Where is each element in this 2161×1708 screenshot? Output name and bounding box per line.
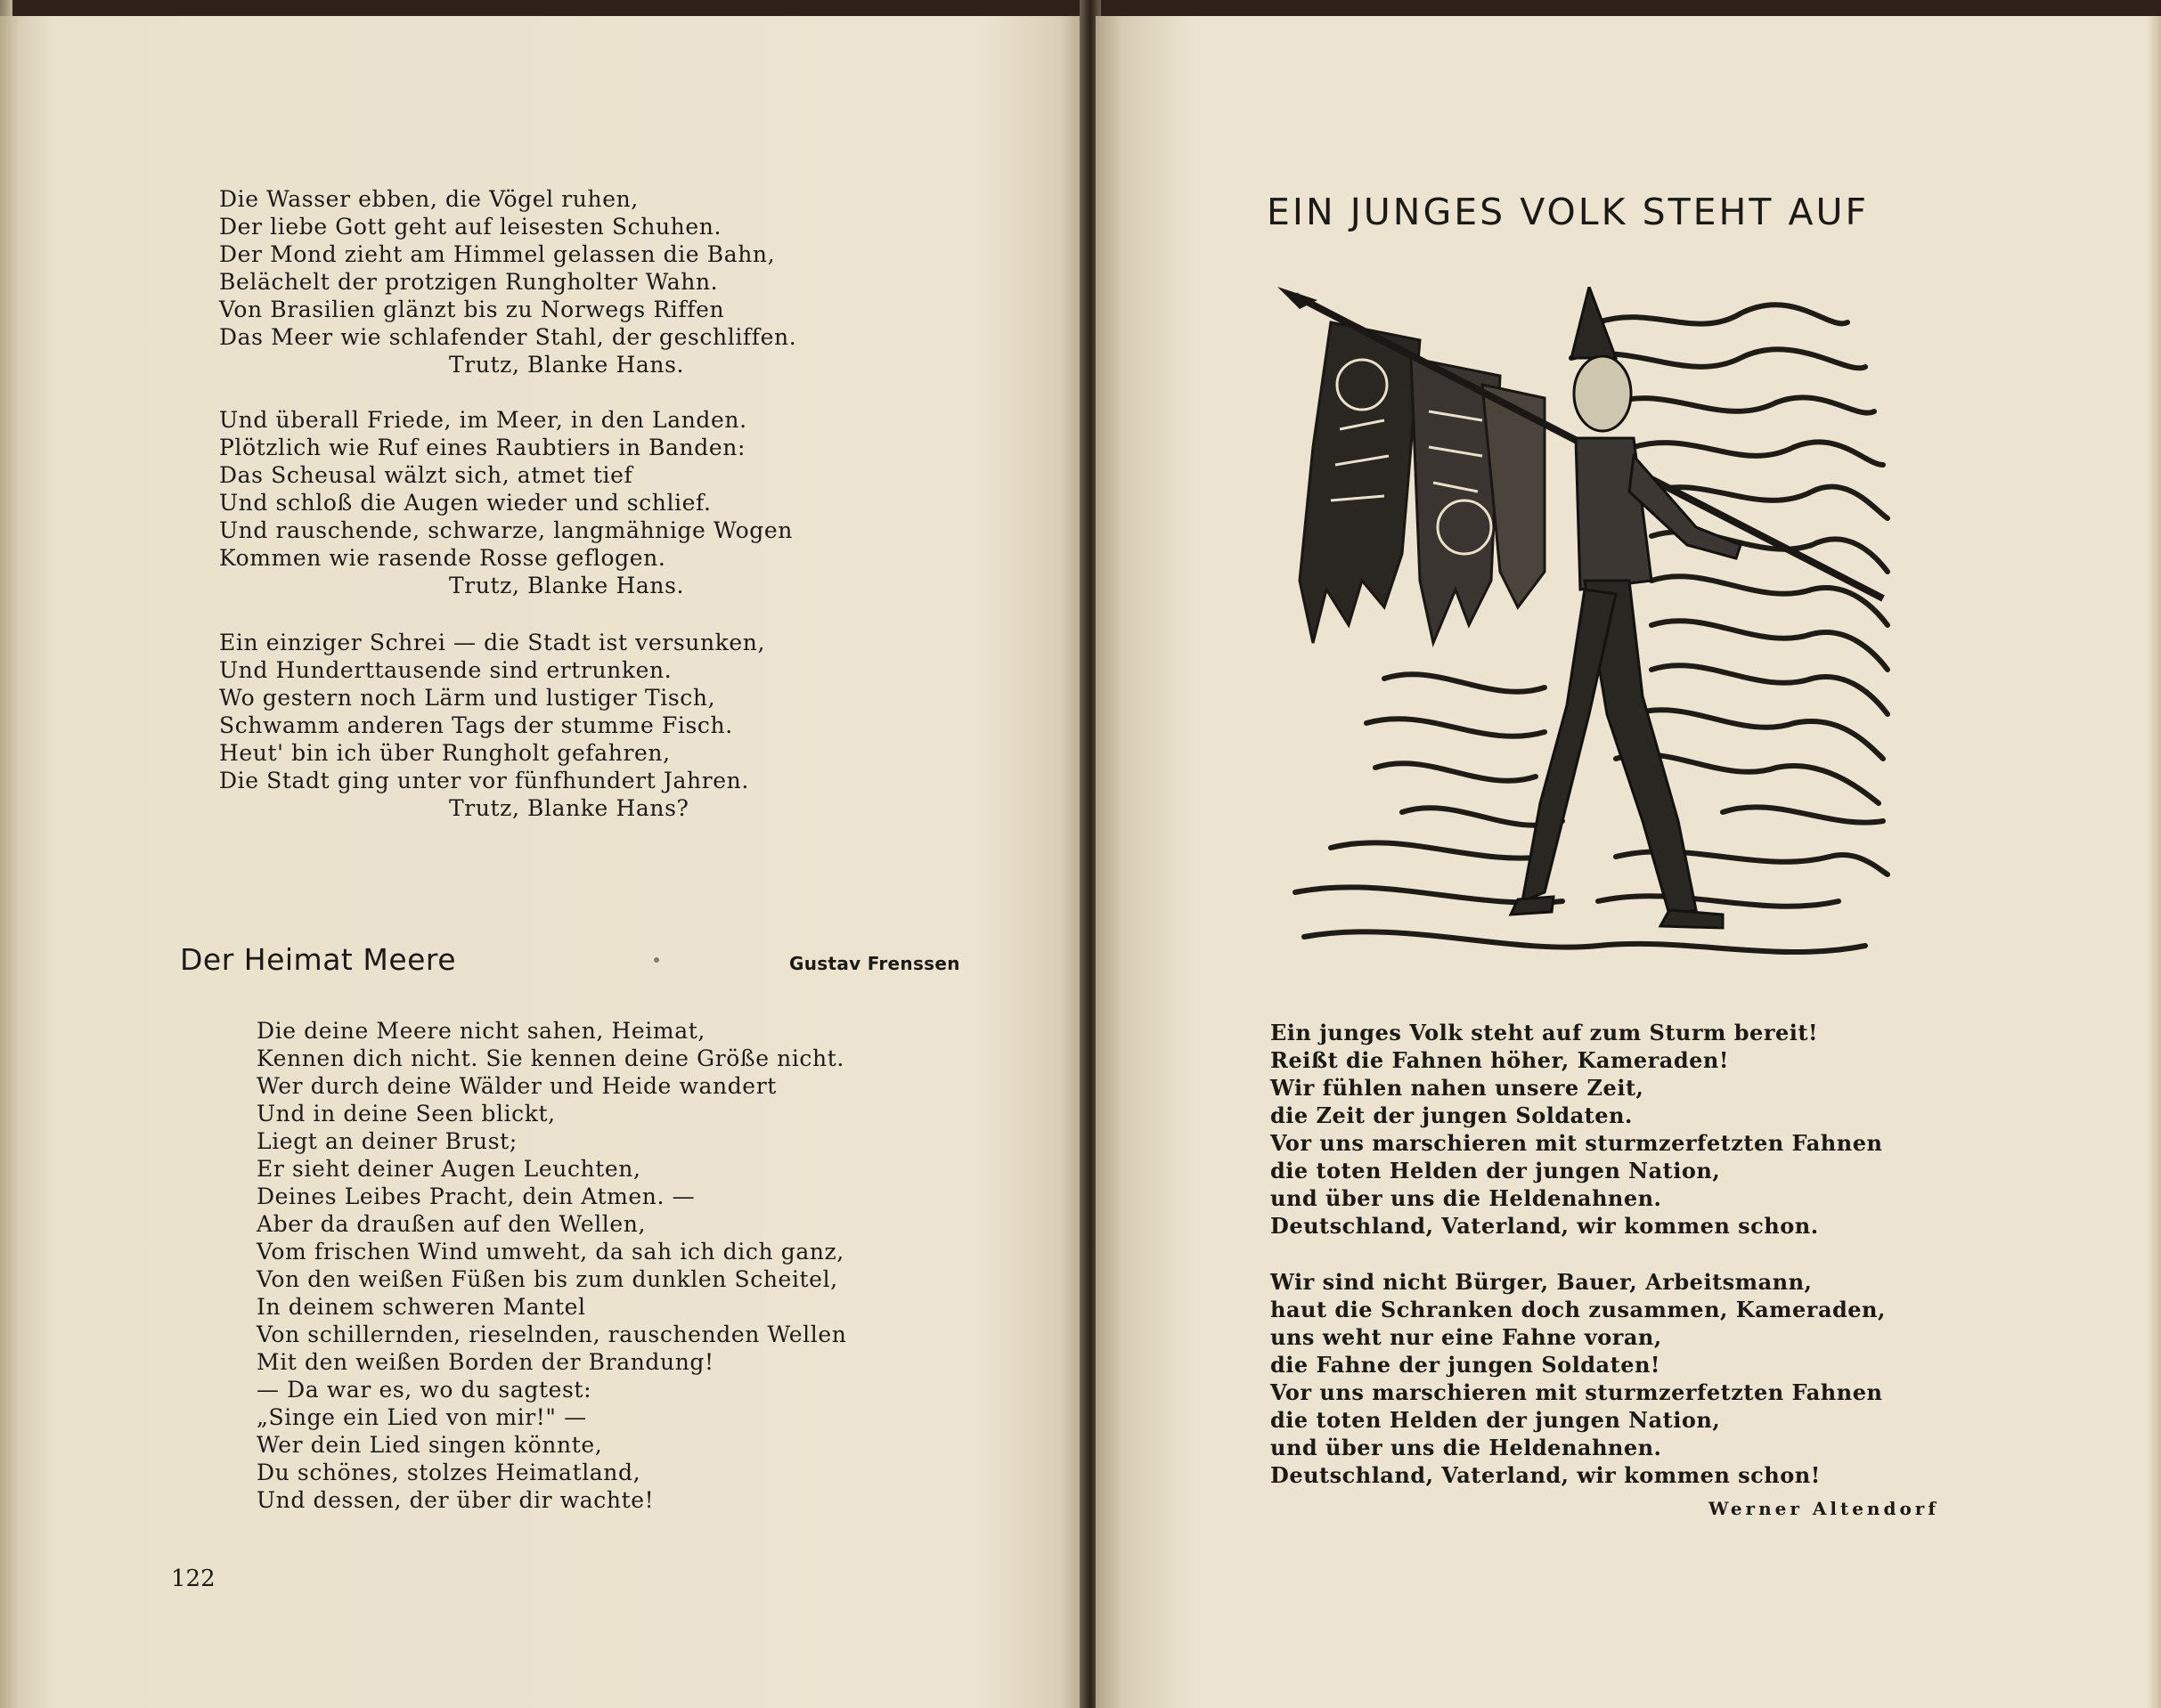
verse-line: Und Hunderttausende sind ertrunken.	[219, 657, 673, 683]
verse-line: Schwamm anderen Tags der stumme Fisch.	[219, 712, 733, 738]
verse-line: Das Scheusal wälzt sich, atmet tief	[219, 462, 633, 488]
verse-line: Und schloß die Augen wieder und schlief.	[219, 490, 712, 516]
verse-line: — Da war es, wo du sagtest:	[257, 1377, 592, 1403]
stanza-1	[219, 185, 796, 378]
stanza-3	[219, 629, 765, 822]
verse-line: Plötzlich wie Ruf eines Raubtiers in Banden:	[219, 435, 746, 460]
verse-line: Die Wasser ebben, die Vögel ruhen,	[219, 186, 639, 212]
verse-line: Vom frischen Wind umweht, da sah ich dich ganz,	[257, 1239, 844, 1265]
left-page	[0, 16, 1085, 1708]
print-speck	[654, 957, 659, 963]
verse-line: Der Mond zieht am Himmel gelassen die Bahn,	[219, 241, 776, 267]
verse-line: Wir sind nicht Bürger, Bauer, Arbeitsmann,	[1270, 1269, 1813, 1295]
refrain-line: Trutz, Blanke Hans?	[449, 795, 689, 821]
verse-line: die toten Helden der jungen Nation,	[1270, 1407, 1721, 1433]
verse-line: Deutschland, Vaterland, wir kommen schon.	[1270, 1213, 1819, 1239]
verse-line: und über uns die Heldenahnen.	[1270, 1435, 1662, 1460]
verse-line: Vor uns marschieren mit sturmzerfetzten Fahnen	[1270, 1130, 1883, 1156]
verse-line: „Singe ein Lied von mir!" —	[257, 1404, 587, 1430]
verse-line: Von Brasilien glänzt bis zu Norwegs Riffen	[219, 297, 725, 322]
verse-line: Und rauschende, schwarze, langmähnige Wogen	[219, 517, 793, 543]
verse-line: Vor uns marschieren mit sturmzerfetzten Fahnen	[1270, 1379, 1883, 1405]
verse-line: Von den weißen Füßen bis zum dunklen Scheitel,	[257, 1266, 838, 1292]
page-title: EIN JUNGES VOLK STEHT AUF	[1267, 191, 1870, 233]
page-number: 122	[171, 1566, 216, 1592]
verse-line: Aber da draußen auf den Wellen,	[257, 1211, 647, 1237]
verse-line: Das Meer wie schlafender Stahl, der geschliffen.	[219, 324, 797, 350]
verse-line: Wer durch deine Wälder und Heide wandert	[257, 1073, 777, 1099]
verse-line: haut die Schranken doch zusammen, Kameraden,	[1270, 1297, 1886, 1322]
verse-line: Reißt die Fahnen höher, Kameraden!	[1270, 1047, 1729, 1073]
verse-line: In deinem schweren Mantel	[257, 1294, 586, 1320]
verse-line: Du schönes, stolzes Heimatland,	[257, 1460, 641, 1485]
poem-author: Gustav Frenssen	[789, 953, 960, 974]
verse-line: Deutschland, Vaterland, wir kommen schon!	[1270, 1462, 1821, 1488]
verse-line: Wir fühlen nahen unsere Zeit,	[1270, 1075, 1644, 1101]
verse-line: Wo gestern noch Lärm und lustiger Tisch,	[219, 685, 716, 711]
verse-line: Deines Leibes Pracht, dein Atmen. —	[257, 1183, 696, 1209]
verse-line: Kommen wie rasende Rosse geflogen.	[219, 545, 666, 571]
verse-line: Ein einziger Schrei — die Stadt ist versunken,	[219, 630, 766, 655]
verse-line: die toten Helden der jungen Nation,	[1270, 1158, 1721, 1183]
verse-line: Die Stadt ging unter vor fünfhundert Jahren.	[219, 768, 749, 793]
verse-line: Heut' bin ich über Rungholt gefahren,	[219, 740, 671, 766]
verse-line: und über uns die Heldenahnen.	[1270, 1185, 1662, 1211]
poem-title: Der Heimat Meere	[180, 942, 457, 977]
verse-line: Belächelt der protzigen Rungholter Wahn.	[219, 269, 719, 295]
refrain-line: Trutz, Blanke Hans.	[449, 573, 685, 598]
verse-line: Ein junges Volk steht auf zum Sturm bereit!	[1270, 1020, 1818, 1045]
stanza-2-right	[1270, 1268, 1886, 1489]
verse-line: Die deine Meere nicht sahen, Heimat,	[257, 1018, 705, 1044]
verse-line: Und überall Friede, im Meer, in den Landen.	[219, 407, 747, 433]
woodcut-illustration	[1277, 287, 1892, 990]
verse-line: uns weht nur eine Fahne voran,	[1270, 1324, 1662, 1350]
verse-line: Und dessen, der über dir wachte!	[257, 1487, 655, 1513]
verse-line: die Zeit der jungen Soldaten.	[1270, 1102, 1633, 1128]
poem-author-signature: Werner Altendorf	[1708, 1498, 1939, 1519]
refrain-line: Trutz, Blanke Hans.	[449, 352, 685, 378]
verse-line: Und in deine Seen blickt,	[257, 1101, 556, 1126]
verse-line: Er sieht deiner Augen Leuchten,	[257, 1156, 641, 1182]
poem-body	[257, 1017, 846, 1514]
verse-line: Von schillernden, rieselnden, rauschenden Wellen	[257, 1322, 847, 1347]
verse-line: Wer dein Lied singen könnte,	[257, 1432, 603, 1458]
verse-line: Liegt an deiner Brust;	[257, 1128, 518, 1154]
verse-line: die Fahne der jungen Soldaten!	[1270, 1352, 1660, 1378]
verse-line: Der liebe Gott geht auf leisesten Schuhen.	[219, 214, 722, 240]
stanza-1-right	[1270, 1019, 1882, 1240]
stanza-2	[219, 406, 793, 599]
verse-line: Kennen dich nicht. Sie kennen deine Größe nicht.	[257, 1045, 844, 1071]
verse-line: Mit den weißen Borden der Brandung!	[257, 1349, 714, 1375]
